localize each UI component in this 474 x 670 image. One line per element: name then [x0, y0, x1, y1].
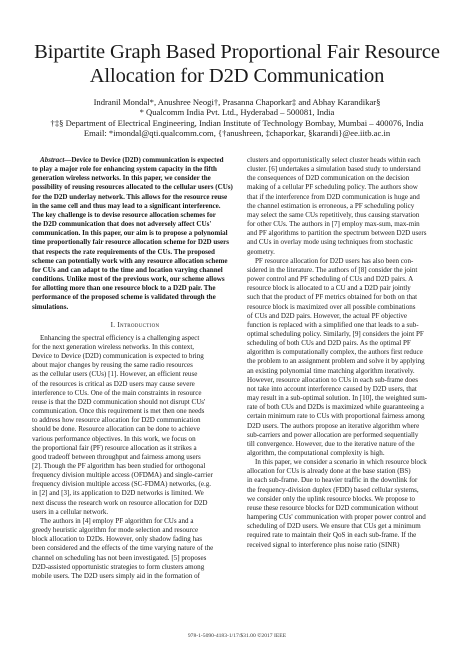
text-line: and PF algorithms to partition the spectrum between D2D users [247, 229, 427, 238]
text-line: communication. In this paper, our aim is to propose a polynomial [32, 229, 228, 238]
text-line: algorithm is computationally complex, the authors first reduce [247, 348, 423, 357]
right-paragraph-1 [247, 156, 453, 257]
abstract-body [32, 165, 238, 312]
text-line: of CUs and D2D pairs. However, the actual PF objective [247, 311, 407, 320]
text-line: that respects the rate requirements of the CUs. The proposed [32, 247, 215, 256]
text-line: simulations. [32, 302, 69, 311]
text-line: the problem to an assignment problem and solve it by applying [247, 357, 425, 366]
author-names: Indranil Mondal*, Anushree Neogi†, Prasanna Chaporkar‡ and Abhay Karandikar§ [93, 97, 381, 107]
text-line: for other CUs. The authors in [7] employ max-sum, max-min [247, 220, 420, 229]
text-line: frequency division multiple access (OFDMA) and single-carrier [32, 471, 213, 480]
text-line: required rate to maintain their QoS in each sub-frame. If the [247, 531, 417, 540]
text-line: PF resource allocation for D2D users has also been con- [255, 256, 414, 265]
text-line: about major changes by reusing the same radio resources [32, 361, 193, 370]
abstract-first-line: —Device to Device (D2D) communication is expected [64, 156, 224, 164]
text-line: D2D-assisted opportunistic strategies to form clusters among [32, 562, 205, 571]
text-line: geometry. [247, 247, 275, 256]
text-line: the proportional fair (PF) resource allocation as it strikes a [32, 443, 197, 452]
text-line: certain minimum rate to CUs with proportional fairness among [247, 412, 425, 421]
text-line: performance of the proposed scheme is validated through the [32, 293, 216, 302]
text-line: received signal to interference plus noise ratio (SINR) [247, 540, 400, 549]
right-column [247, 156, 453, 550]
text-line: the D2D communication that does not adversely affect CUs' [32, 220, 212, 229]
text-line: In this paper, we consider a scenario in which resource block [255, 458, 427, 467]
abstract-line [32, 156, 238, 165]
text-line: cluster. [6] undertakes a simulation based study to understand [247, 165, 421, 174]
text-line: may select the same CUs repetitively, thus causing starvation [247, 210, 420, 219]
text-line: scheduling of D2D users. We ensure that CUs get a minimum [247, 522, 421, 531]
intro-paragraph-2 [32, 517, 238, 581]
text-line: in the same cell and thus may lead to a significant interference. [32, 201, 221, 210]
text-line: for allotting more than one resource block to a D2D pair. The [32, 284, 216, 293]
text-line: reuse is that the D2D communication should not disrupt CUs' [32, 397, 206, 406]
text-line: users in a cellular network. [32, 507, 109, 516]
text-line: interference to CUs. One of the main constraints in resource [32, 388, 202, 397]
title-line: Bipartite Graph Based Proportional Fair Resource [34, 41, 440, 63]
right-paragraph-2 [247, 257, 453, 458]
text-line: as the cellular users (CUs) [1]. However, an efficient reuse [32, 370, 198, 379]
text-line: the channel estimation is erroneous, a PF scheduling policy [247, 201, 415, 210]
text-line: Enhancing the spectral efficiency is a challenging aspect [40, 333, 200, 342]
text-line: However, resource allocation to CUs in each sub-frame does [247, 375, 418, 384]
text-line: for CUs and can adapt to the time and location varying channel [32, 265, 223, 274]
text-line: frequency division multiple access (SC-FDMA) networks, (e.g. [32, 480, 212, 489]
text-line: various performance objectives. In this work, we focus on [32, 434, 196, 443]
text-line: reuse these resource blocks for D2D communication without [247, 503, 419, 512]
text-line: for the next generation wireless networks. In this context, [32, 342, 195, 351]
text-line: allocation for CUs is already done at the base station (BS) [247, 467, 411, 476]
text-line: and CUs in overlay mode using techniques from stochastic [247, 238, 413, 247]
text-line: making of a cellular PF scheduling policy. The authors show [247, 183, 418, 192]
paper-title [20, 40, 454, 88]
text-line: algorithm, the computational complexity is high. [247, 449, 385, 457]
text-line: The key challenge is to devise resource allocation schemes for [32, 210, 216, 219]
text-line: time proportionally fair resource allocation scheme for D2D users [32, 238, 230, 247]
text-line: of the resources is critical as D2D users may cause severe [32, 379, 195, 388]
text-line: should be done. Resource allocation can be done to achieve [32, 425, 200, 434]
text-line: for the D2D underlay network. This allows for the resource reuse [32, 192, 228, 201]
text-line: power control and PF scheduling of CUs and D2D pairs. A [247, 275, 414, 284]
text-line: may result in a sub-optimal solution. In [10], the weighted sum- [247, 394, 428, 403]
text-line: not take into account interference caused by D2D users, that [247, 384, 417, 393]
affiliation-iitb: †‡§ Department of Electrical Engineering, Indian Institute of Technology Bombay, Mumbai – 400076, India [50, 117, 424, 128]
intro-paragraph-1 [32, 334, 238, 517]
text-line: to address how resource allocation for D2D communication [32, 416, 201, 425]
text-line: we consider only the uplink resource blocks. We propose to [247, 494, 415, 503]
text-line: [2]. Though the PF algorithm has been studied for orthogonal [32, 462, 206, 470]
text-line: channel on scheduling has not been investigated. [5] proposes [32, 553, 207, 562]
text-line: next discuss the research work on resource allocation for D2D [32, 498, 208, 507]
text-line: greedy heuristic algorithm for mode selection and resource [32, 526, 199, 535]
text-line: hampering CUs' communication with proper power control and [247, 513, 426, 522]
text-line: optimal scheduling policy. Similarly, [9] considers the joint PF [247, 329, 424, 338]
text-line: rate of both CUs and D2Ds is maximized while guaranteeing a [247, 403, 424, 412]
right-paragraph-3 [247, 458, 453, 550]
text-line: scheduling of both CUs and D2D pairs. As the optimal PF [247, 339, 411, 348]
text-line: scheme can potentially work with any resource allocation scheme [32, 256, 228, 265]
author-block [20, 97, 454, 139]
left-column [32, 156, 238, 581]
text-line: in each sub-frame. Due to heavier traffic in the downlink for [247, 476, 418, 485]
text-line: till convergence. However, due to the iterative nature of the [247, 439, 415, 448]
text-line: sidered in the literature. The authors of [8] consider the joint [247, 265, 418, 274]
text-line: resource block is allocated to a CU and a D2D pair jointly [247, 284, 411, 293]
text-line: generation wireless networks. In this paper, we consider the [32, 174, 211, 183]
text-line: communication. Once this requirement is met then one needs [32, 407, 205, 416]
author-emails: Email: *imondal@qti.qualcomm.com, {†anushreen, ‡chaporkar, §karandi}@ee.iitb.ac.in [83, 128, 391, 139]
affiliation-qualcomm: * Qualcomm India Pvt. Ltd., Hyderabad – 500081, India [139, 107, 335, 118]
title-line: Allocation for D2D Communication [89, 65, 385, 87]
text-line: block allocation to D2Ds. However, only shadow fading has [32, 535, 202, 544]
text-line: the consequences of D2D communication on the decision [247, 174, 410, 183]
section-heading: I. Introduction [110, 320, 160, 329]
text-line: an existing polynomial time matching algorithm iteratively. [247, 366, 415, 375]
text-line: mobile users. The D2D users simply aid in the formation of [32, 571, 200, 580]
text-line: resource block is maximized over all possible combinations [247, 302, 416, 311]
text-line: such that the product of PF metrics obtained for both on that [247, 293, 418, 302]
text-line: to play a major role for enhancing system capacity in the fifth [32, 165, 217, 174]
text-line: clusters and opportunistically select cluster heads within each [247, 156, 421, 164]
text-line: The authors in [4] employ PF algorithm for CUs and a [40, 516, 194, 525]
text-line: possibility of reusing resources allocated to the cellular users (CUs) [32, 183, 233, 192]
abstract [32, 156, 238, 312]
text-line: that if the interference from D2D communication is huge and [247, 192, 420, 201]
copyright-footer: 978-1-5090-4183-1/17/$31.00 ©2017 IEEE [187, 633, 287, 639]
text-line: in [2] and [3], its application to D2D networks is limited. We [32, 489, 204, 498]
text-line: D2D users. The authors propose an iterative algorithm where [247, 421, 420, 430]
abstract-label: Abstract [40, 156, 65, 164]
text-line: conditions. Unlike most of the previous work, our scheme allows [32, 275, 225, 284]
text-line: sub-carriers and power allocation are performed sequentially [247, 430, 419, 439]
text-line: good tradeoff between throughput and fairness among users [32, 452, 201, 461]
text-line: the frequency-division duplex (FDD) based cellular systems, [247, 485, 419, 494]
text-line: function is replaced with a simplified one that leads to a sub- [247, 320, 419, 329]
text-line: Device to Device (D2D) communication is expected to bring [32, 352, 204, 361]
text-line: been considered and the effects of the time varying nature of the [32, 544, 214, 553]
